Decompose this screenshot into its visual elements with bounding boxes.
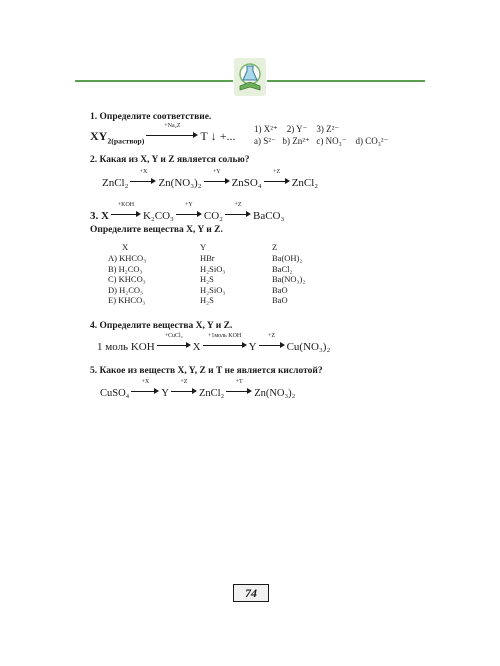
q1-reactant: $XY_{2(раствор)}$: [90, 129, 145, 146]
q3-arrow: +KOH: [111, 207, 141, 219]
question-3-scheme: [90, 202, 285, 222]
cell-z: Ba(NO₃)₂: [272, 274, 306, 285]
q4-substance: X: [192, 341, 201, 353]
cell-x: C) KHCO₃: [108, 274, 146, 285]
q1-options-answers: a) S²⁻ b) Zn²⁺ c) NO₃⁻ d) CO₃²⁻: [254, 136, 389, 146]
q5-arrow: +X: [131, 384, 159, 396]
cell-z: Ba(OH)₂: [272, 253, 303, 264]
cell-x: A) KHCO₃: [108, 253, 147, 264]
question-1-reaction: [90, 123, 236, 146]
q1-tail: +...: [219, 129, 236, 143]
q4-substance: Cu(NO₃)₂: [286, 341, 331, 353]
cell-y: HBr: [200, 253, 215, 264]
q4-substance: Y: [248, 341, 257, 353]
question-1-title: 1. Определите соответствие.: [90, 112, 212, 122]
q3-arrow: +Y: [176, 207, 202, 219]
q3-arrow: +Z: [225, 207, 251, 219]
cell-z: BaO: [272, 295, 288, 306]
question-3-subtitle: Определите вещества X, Y и Z.: [90, 225, 223, 235]
q4-arrow: +CuCl₂: [157, 338, 191, 350]
cell-x: E) KHCO₃: [108, 295, 146, 306]
table-row: [108, 295, 342, 306]
cell-y: H₂S: [200, 274, 214, 285]
q5-arrow: +Z: [171, 384, 197, 396]
table-row: [108, 285, 342, 296]
precipitate-arrow-icon: ↓: [210, 129, 217, 143]
q2-substance: Zn(NO₃)₂: [158, 177, 202, 189]
header-rule-left: [75, 80, 233, 82]
q1-reaction-arrow: +Na₂Z: [146, 128, 198, 140]
q2-substance: ZnSO₄: [231, 177, 262, 189]
question-2-title: 2. Какая из X, Y и Z является солью?: [90, 155, 250, 165]
table-row: [108, 253, 342, 264]
q2-arrow: +Z: [264, 174, 290, 186]
q5-substance: Zn(NO₃)₂: [254, 388, 296, 399]
q5-substance: Y: [161, 388, 169, 399]
cell-z: BaO: [272, 284, 288, 295]
q3-substance: K₂CO₃: [142, 210, 174, 222]
q2-arrow: +Y: [204, 174, 230, 186]
q2-substance: ZnCl₂: [102, 177, 129, 189]
column-header-x: X: [122, 241, 129, 252]
q2-arrow: +X: [130, 174, 156, 186]
q2-substance: ZnCl₂: [291, 177, 319, 189]
table-row: [108, 264, 342, 275]
question-5-title: 5. Какое из веществ X, Y, Z и T не является кислотой?: [90, 366, 323, 376]
q4-start: 1 моль KOH: [97, 341, 155, 353]
q3-substance: BaCO₃: [252, 210, 285, 222]
question-4-scheme: [97, 333, 331, 353]
flask-with-book-icon: [234, 58, 266, 96]
cell-z: BaCl₂: [272, 263, 293, 274]
column-header-y: Y: [200, 241, 207, 252]
q1-options-ions: 1) X²⁺ 2) Y⁻ 3) Z²⁻: [254, 124, 340, 134]
cell-y: H₂SiO₃: [200, 263, 226, 274]
cell-y: H₂S: [200, 295, 214, 306]
q5-substance: ZnCl₂: [198, 388, 225, 399]
q5-arrow: +T: [226, 384, 252, 396]
question-5-scheme: [100, 379, 296, 399]
table-row: [108, 274, 342, 285]
question-4-title: 4. Определите вещества X, Y и Z.: [90, 321, 233, 331]
table-header-row: [108, 241, 342, 253]
header-rule-right: [267, 80, 425, 82]
q3-start: 3. X: [90, 210, 109, 222]
page-number: 74: [233, 584, 269, 602]
q4-arrow: +Z: [259, 338, 285, 350]
cell-y: H₂SiO₃: [200, 284, 226, 295]
cell-x: B) H₂CO₃: [108, 263, 143, 274]
column-header-z: Z: [272, 241, 278, 252]
question-2-scheme: [102, 169, 319, 189]
q4-arrow: +1моль KOH: [203, 338, 247, 350]
answer-table: [108, 241, 342, 306]
q5-start: CuSO₄: [100, 388, 130, 399]
q3-substance: CO₂: [203, 210, 223, 222]
cell-x: D) H₂CO₃: [108, 284, 143, 295]
q1-product: T: [200, 129, 208, 143]
